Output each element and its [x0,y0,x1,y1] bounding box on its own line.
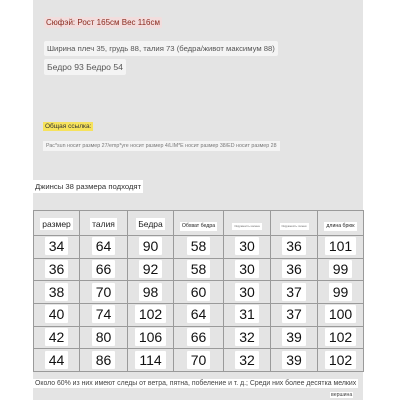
table-cell-value: 100 [325,305,356,323]
table-cell-value: 32 [235,328,259,346]
table-cell-value: 99 [329,260,353,278]
table-cell [80,349,128,372]
table-cell-value: 92 [139,260,163,278]
table-cell [80,258,128,281]
table-row [34,235,364,258]
table-cell [271,349,318,372]
table-cell [271,281,318,304]
table-cell [174,258,224,281]
table-cell [224,326,271,349]
defects-note: Около 60% из них имеют следы от ветра, пятна, побеление и т. д.; Среди них более десятка мелких [35,380,357,387]
table-header-label: талия [92,218,115,229]
table-cell [128,303,174,326]
table-cell [224,235,271,258]
table-header-cell [318,211,364,236]
table-header-label: Окружность голени [281,223,307,228]
table-cell [80,303,128,326]
table-cell-value: 30 [235,260,259,278]
table-cell-value: 114 [135,351,165,369]
table-cell-value: 90 [139,237,163,255]
model-hips: Бедро 93 Бедро 54 [44,59,126,75]
table-cell-value: 64 [187,305,211,323]
table-cell-value: 98 [139,283,163,301]
table-cell [174,326,224,349]
table-cell-value: 70 [92,283,116,301]
table-cell-value: 37 [282,305,306,323]
table-cell [174,349,224,372]
model-info: Сюфэй: Рост 165см Вес 116см [46,18,161,27]
table-cell [34,326,80,349]
table-cell-value: 30 [235,237,259,255]
table-cell-value: 80 [92,328,116,346]
table-cell-value: 31 [235,305,259,323]
table-cell [271,303,318,326]
table-cell-value: 37 [282,283,306,301]
table-cell [128,235,174,258]
table-cell [80,326,128,349]
table-cell-value: 86 [92,351,116,369]
table-cell [80,281,128,304]
table-cell [174,303,224,326]
table-cell-value: 102 [135,305,166,323]
table-cell [318,281,364,304]
table-cell-value: 102 [325,328,356,346]
table-cell-value: 30 [235,283,259,301]
table-cell [224,281,271,304]
table-cell-value: 99 [329,283,353,301]
table-cell [318,326,364,349]
table-cell [128,281,174,304]
table-cell [224,258,271,281]
table-header-cell [128,211,174,236]
table-cell-value: 101 [325,237,356,255]
table-header-label: Бедра [138,218,163,229]
table-cell-value: 36 [45,260,69,278]
table-cell [174,281,224,304]
table-cell [128,326,174,349]
table-cell-value: 34 [45,237,69,255]
table-cell-value: 39 [282,351,306,369]
table-cell [34,349,80,372]
size-table [33,210,364,372]
jeans-fit-note: Джинсы 38 размера подходят [35,182,142,191]
table-cell-value: 58 [187,237,211,255]
table-header-cell [271,211,318,236]
table-cell-value: 32 [235,351,259,369]
table-cell [224,303,271,326]
table-header-cell [174,211,224,236]
table-cell [271,326,318,349]
table-cell-value: 36 [282,237,306,255]
table-cell [224,349,271,372]
table-cell [34,235,80,258]
table-header-label: Окружность колена [234,223,260,228]
table-header-cell [34,211,80,236]
bottom-label: вершина [331,392,353,398]
table-cell-value: 64 [92,237,116,255]
table-row [34,349,364,372]
table-cell [318,349,364,372]
table-row [34,326,364,349]
table-cell [174,235,224,258]
table-cell-value: 106 [135,328,166,346]
table-cell [80,235,128,258]
table-row [34,303,364,326]
table-cell-value: 66 [187,328,211,346]
table-cell-value: 38 [45,283,69,301]
table-header-label: длина брюк [324,222,356,231]
table-row [34,258,364,281]
model-measurements: Ширина плеч 35, грудь 88, талия 73 (бедра/живот максимум 88) [44,41,278,56]
table-cell [318,235,364,258]
table-header-label: Обхват бедра [180,222,217,231]
table-cell [318,258,364,281]
table-cell-value: 102 [325,351,356,369]
table-header-label: размер [42,218,71,229]
table-cell [34,281,80,304]
brand-size-reference: Рас*sun носит размер 27/emp*yre носит размер 4/LIM*E носит размер 38/ED носит размер 28 [43,141,280,151]
table-cell-value: 39 [282,328,306,346]
table-header-cell [80,211,128,236]
table-cell-value: 36 [282,260,306,278]
table-cell-value: 60 [187,283,211,301]
table-cell-value: 44 [45,351,69,369]
general-reference-label: Общая ссылка: [45,123,92,130]
table-cell-value: 70 [187,351,211,369]
table-cell [34,303,80,326]
table-header-row [34,211,364,236]
table-header-cell [224,211,271,236]
table-cell [34,258,80,281]
table-cell-value: 58 [187,260,211,278]
table-cell [271,258,318,281]
table-cell [318,303,364,326]
table-cell [271,235,318,258]
table-cell [128,349,174,372]
table-cell-value: 74 [92,305,116,323]
table-cell-value: 66 [92,260,116,278]
table-row [34,281,364,304]
table-cell [128,258,174,281]
table-cell-value: 42 [45,328,69,346]
table-cell-value: 40 [45,305,69,323]
